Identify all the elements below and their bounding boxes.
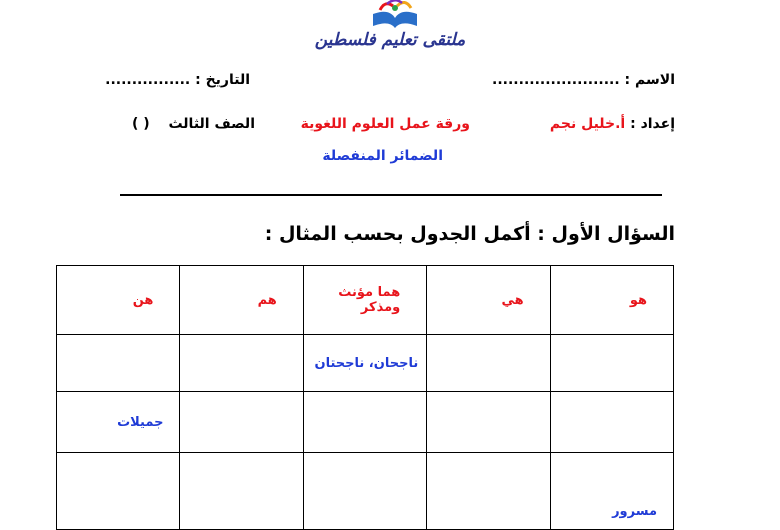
- class-label: الصف الثالث: [168, 116, 255, 132]
- table-cell[interactable]: [57, 453, 180, 530]
- table-cell[interactable]: [427, 453, 550, 530]
- header-cell: هما مؤنث ومذكر: [303, 266, 426, 335]
- table-row: [57, 392, 674, 453]
- date-dots: ................: [105, 72, 191, 88]
- pronoun-table: [56, 265, 674, 530]
- class-blank: ( ): [131, 116, 150, 132]
- table-cell[interactable]: [550, 392, 673, 453]
- name-label: الاسم :: [624, 72, 675, 88]
- table-cell[interactable]: [550, 335, 673, 392]
- name-field: [492, 72, 675, 88]
- date-field: [105, 72, 250, 88]
- table-cell[interactable]: جميلات: [57, 392, 180, 453]
- header-cell: هن: [57, 266, 180, 335]
- name-dots: ........................: [492, 72, 620, 88]
- table-cell[interactable]: [303, 453, 426, 530]
- header-cell: هم: [180, 266, 303, 335]
- sheet-title: ورقة عمل العلوم اللغوية: [300, 116, 470, 132]
- header-cell: هي: [427, 266, 550, 335]
- table-cell[interactable]: [303, 392, 426, 453]
- table-row: [57, 453, 674, 530]
- table-cell[interactable]: [180, 392, 303, 453]
- class-field: [132, 116, 255, 132]
- prepared-label: إعداد :: [630, 116, 675, 132]
- question-text: السؤال الأول : أكمل الجدول بحسب المثال :: [264, 223, 675, 245]
- table-cell[interactable]: [180, 453, 303, 530]
- table-cell[interactable]: مسرور: [550, 453, 673, 530]
- prepared-name: أ.خليل نجم: [549, 116, 626, 132]
- table-cell[interactable]: [57, 335, 180, 392]
- table-cell[interactable]: [427, 392, 550, 453]
- topic-title: الضمائر المنفصلة: [322, 148, 443, 164]
- divider: [120, 194, 662, 196]
- table-cell[interactable]: [427, 335, 550, 392]
- header-cell: هو: [550, 266, 673, 335]
- table-cell[interactable]: ناجحان، ناجحتان: [303, 335, 426, 392]
- logo-text: ملتقى تعليم فلسطين: [314, 30, 466, 50]
- table-cell[interactable]: [180, 335, 303, 392]
- table-header-row: [57, 266, 674, 335]
- prepared-field: [550, 116, 675, 132]
- date-label: التاريخ :: [195, 72, 250, 88]
- table-row: [57, 335, 674, 392]
